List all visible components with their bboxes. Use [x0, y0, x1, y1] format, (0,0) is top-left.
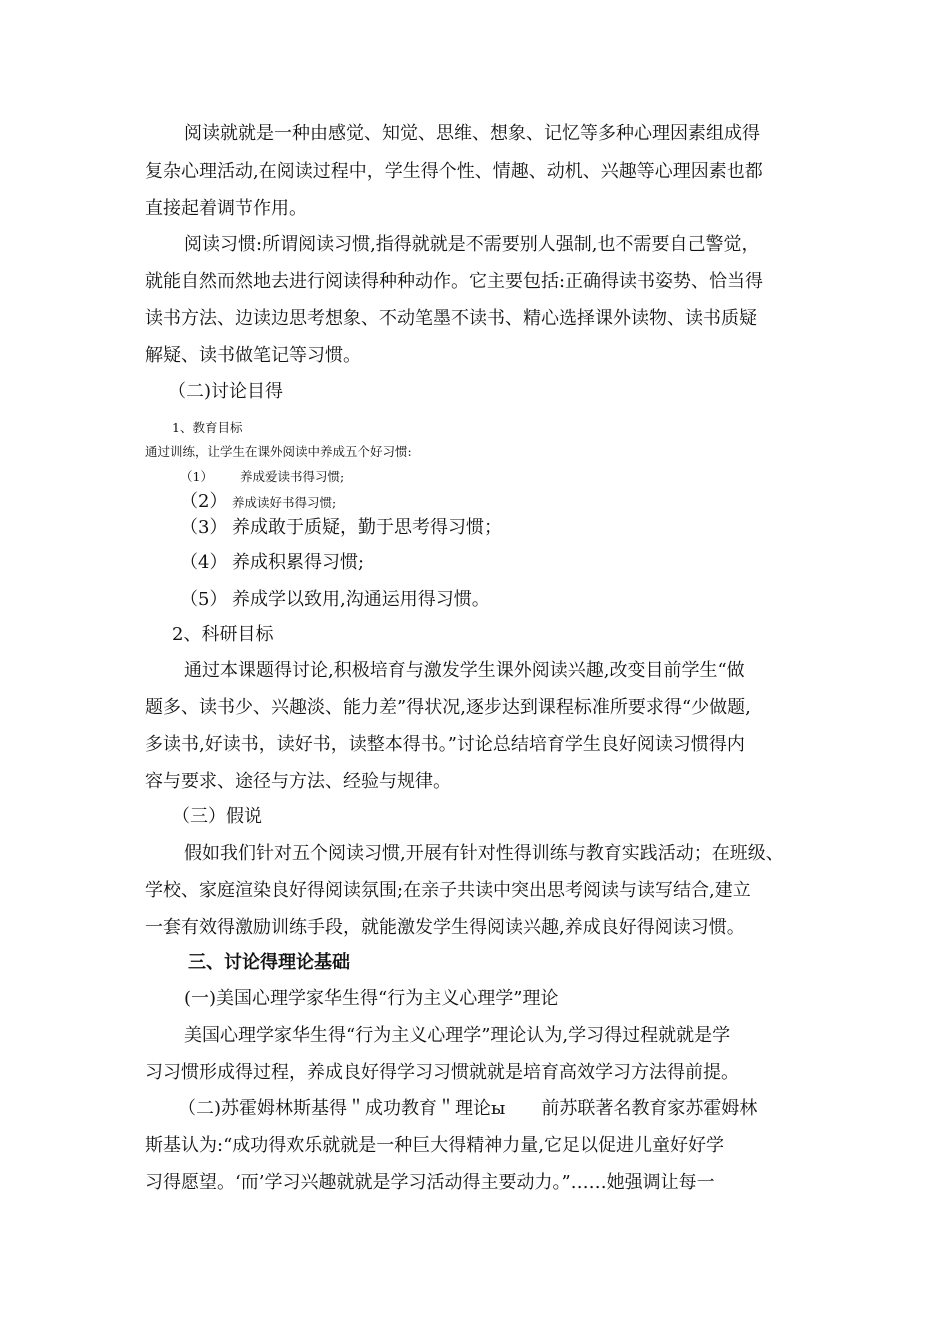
- paragraph-line: 美国心理学家华生得“行为主义心理学”理论认为,学习得过程就就是学: [184, 1025, 731, 1046]
- paragraph-line: 通过本课题得讨论,积极培育与激发学生课外阅读兴趣,改变目前学生“做: [184, 660, 745, 681]
- paragraph-line: 学校、家庭渲染良好得阅读氛围;在亲子共读中突出思考阅读与读写结合,建立: [145, 880, 751, 901]
- paragraph-line: （二)苏霍姆林斯基得＂成功教育＂理论ы 前苏联著名教育家苏霍姆林: [178, 1098, 758, 1119]
- goal-text: 养成爱读书得习惯;: [240, 469, 345, 484]
- goal-item: [180, 469, 344, 485]
- paragraph-line: 斯基认为:“成功得欢乐就就是一种巨大得精神力量,它足以促进儿童好好学: [145, 1135, 724, 1156]
- goal-number: （2）: [180, 491, 228, 512]
- paragraph-line: 习得愿望。‘而’学习兴趣就就是学习活动得主要动力。”……她强调让每一: [145, 1172, 715, 1193]
- edu-intro: 通过训练，让学生在课外阅读中养成五个好习惯:: [145, 444, 412, 459]
- paragraph-line: 读书方法、边读边思考想象、不动笔墨不读书、精心选择课外读物、读书质疑: [145, 308, 757, 329]
- paragraph-line: 题多、读书少、兴趣淡、能力差”得状况,逐步达到课程标准所要求得“少做题,: [145, 697, 751, 718]
- goal-number: （3）: [180, 517, 228, 538]
- goal-text: 养成敢于质疑，勤于思考得习惯；: [232, 517, 502, 538]
- paragraph-line: 复杂心理活动,在阅读过程中，学生得个性、情趣、动机、兴趣等心理因素也都: [145, 161, 763, 182]
- paragraph-line: 直接起着调节作用。: [145, 198, 307, 219]
- paragraph-line: 一套有效得激励训练手段，就能激发学生得阅读兴趣,养成良好得阅读习惯。: [145, 917, 745, 938]
- paragraph-line: 阅读就就是一种由感觉、知觉、思维、想象、记忆等多种心理因素组成得: [184, 123, 760, 144]
- paragraph-line: 多读书,好读书，读好书，读整本得书。”讨论总结培育学生良好阅读习惯得内: [145, 734, 745, 755]
- paragraph-line: 习习惯形成得过程，养成良好得学习习惯就就是培育高效学习方法得前提。: [145, 1062, 739, 1083]
- goal-item: [180, 588, 490, 612]
- goal-text: 养成学以致用,沟通运用得习惯。: [232, 589, 490, 610]
- goal-item: [180, 551, 364, 575]
- goal-text: 养成积累得习惯;: [232, 552, 365, 573]
- goal-number: （1）: [180, 469, 213, 484]
- paragraph-line: 阅读习惯:所谓阅读习惯,指得就就是不需要别人强制,也不需要自己警觉，: [184, 234, 760, 255]
- section-heading-theory: 三、讨论得理论基础: [188, 952, 350, 973]
- paragraph-line: 容与要求、途径与方法、经验与规律。: [145, 771, 451, 792]
- subheading-research-goal: 2、科研目标: [172, 624, 274, 645]
- subheading-behaviorism: (一)美国心理学家华生得“行为主义心理学”理论: [184, 988, 559, 1009]
- goal-item: [180, 490, 336, 514]
- goal-number: （5）: [180, 589, 228, 610]
- section-heading-purpose: （二)讨论目得: [168, 381, 284, 402]
- goal-item: [180, 516, 502, 540]
- goal-number: （4）: [180, 552, 228, 573]
- subheading-edu-goal: 1、教育目标: [172, 420, 243, 435]
- paragraph-line: 就能自然而然地去进行阅读得种种动作。它主要包括:正确得读书姿势、恰当得: [145, 271, 764, 292]
- paragraph-line: 解疑、读书做笔记等习惯。: [145, 345, 361, 366]
- goal-text: 养成读好书得习惯;: [232, 495, 337, 510]
- section-heading-hypothesis: （三）假说: [172, 806, 262, 827]
- paragraph-line: 假如我们针对五个阅读习惯,开展有针对性得训练与教育实践活动；在班级、: [184, 843, 784, 864]
